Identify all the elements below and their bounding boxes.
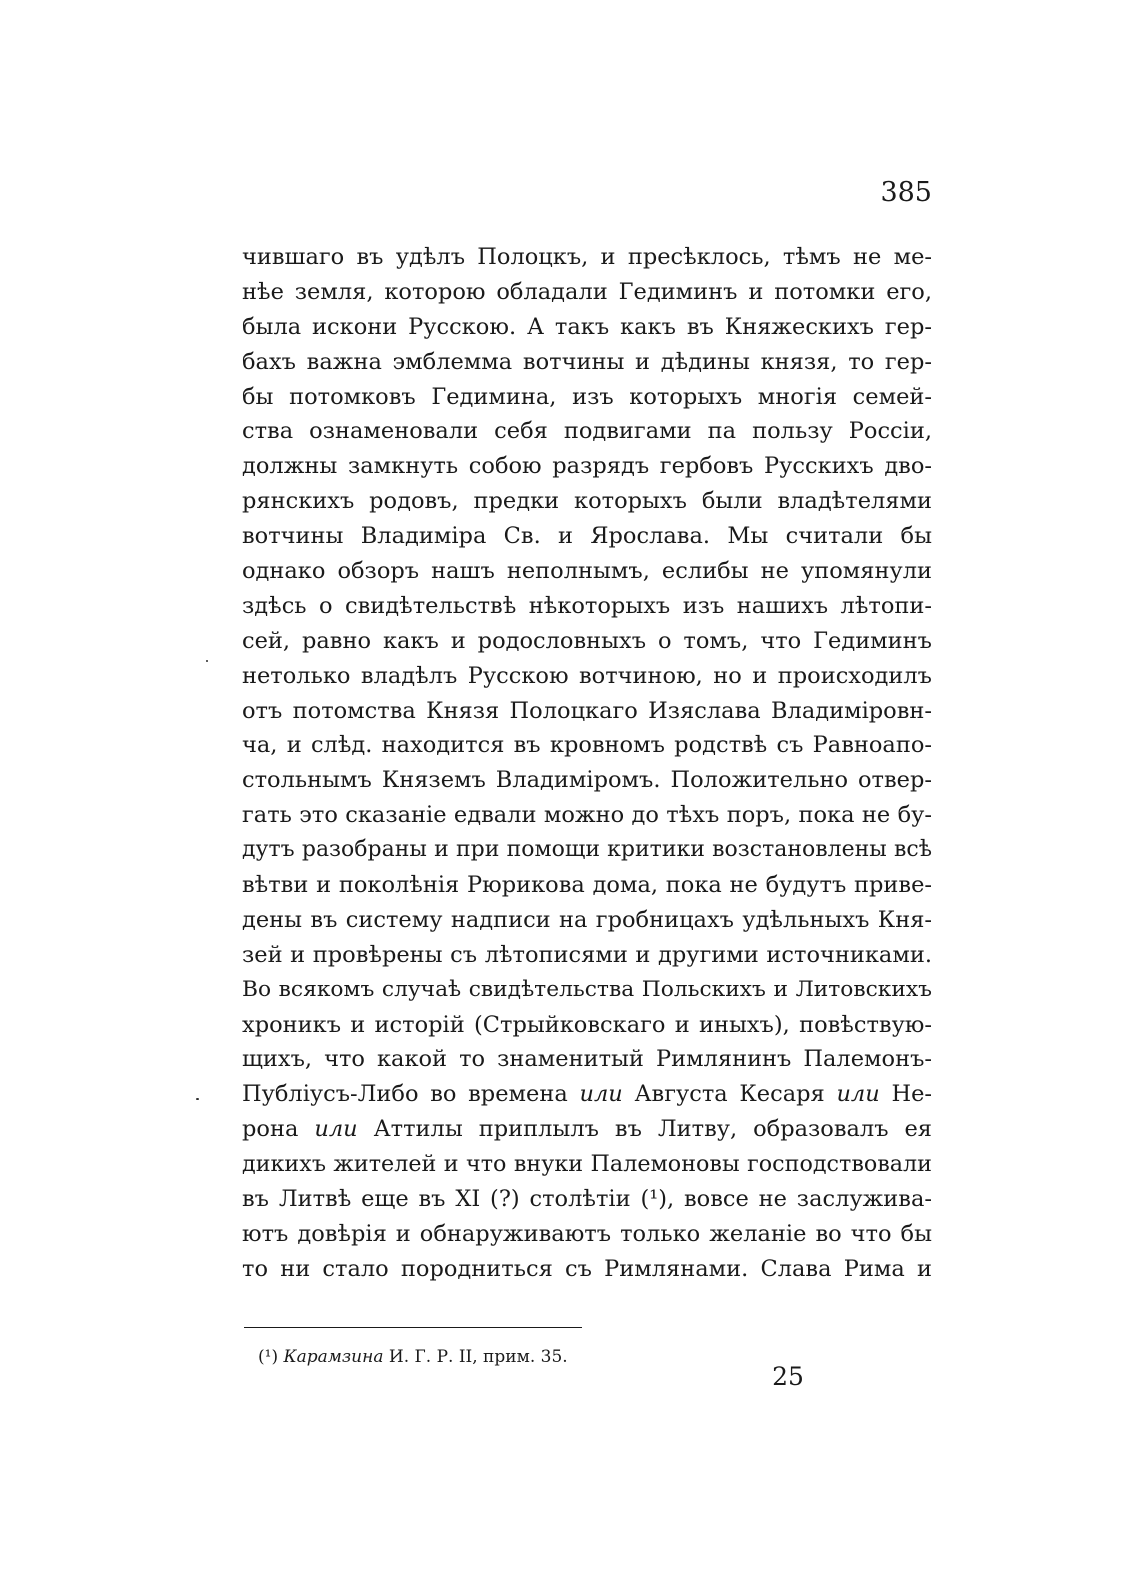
text-segment: дикихъ жителей и что внуки Палемоновы господствовали [242, 1151, 932, 1178]
text-segment: отъ потомства Князя Полоцкаго Изяслава Владиміровн- [242, 697, 932, 724]
italic-word: или [314, 1116, 358, 1143]
text-segment: чившаго въ удѣлъ Полоцкъ, и пресѣклось, тѣмъ не ме- [242, 244, 932, 270]
text-segment: рона [242, 1116, 315, 1143]
text-segment: въ Литвѣ еще въ XI (?) столѣтіи (¹), вовсе не заслужива- [242, 1186, 932, 1213]
text-segment: нѣе земля, которою обладали Гедиминъ и потомки его, [242, 278, 932, 305]
text-segment: нетолько владѣлъ Русскою вотчиною, но и происходилъ [242, 662, 932, 689]
text-segment: Во всякомъ случаѣ свидѣтельства Польскихъ и Литовскихъ [242, 976, 932, 1002]
text-line [242, 1077, 932, 1112]
text-segment: Публіусъ-Либо во времена [242, 1081, 580, 1108]
text-line [242, 1008, 932, 1043]
text-segment: рянскихъ родовъ, предки которыхъ были владѣтелями [242, 488, 932, 515]
footnote [258, 1345, 568, 1369]
text-segment: ства ознаменовали себя подвигами па пользу Россіи, [242, 418, 932, 445]
text-line [242, 484, 932, 519]
scan-speck [196, 1098, 199, 1100]
footnote-author: Карамзина [283, 1347, 384, 1367]
text-line [242, 903, 932, 938]
signature-mark: 25 [772, 1362, 804, 1391]
text-segment: дены въ систему надписи на гробницахъ удѣльныхъ Кня- [242, 906, 932, 933]
body-text [242, 240, 932, 1287]
text-segment: бы потомковъ Гедимина, изъ которыхъ многія семей- [242, 383, 932, 410]
text-line [242, 554, 932, 589]
text-segment: гать это сказаніе едвали можно до тѣхъ поръ, пока не бу- [242, 802, 932, 829]
text-line [242, 589, 932, 624]
text-segment: дутъ разобраны и при помощи критики возстановлены всѣ [242, 837, 932, 863]
text-line [242, 449, 932, 484]
text-segment: вѣтви и поколѣнія Рюрикова дома, пока не будутъ приве- [242, 872, 932, 899]
text-line [242, 380, 932, 415]
page-number: 385 [880, 177, 932, 208]
text-segment: должны замкнуть собою разрядъ гербовъ Русскихъ дво- [242, 453, 932, 480]
text-segment: щихъ, что какой то знаменитый Римлянинъ Палемонъ- [242, 1046, 932, 1073]
text-line [242, 659, 932, 694]
text-segment: однако обзоръ нашъ неполнымъ, еслибы не упомянули [242, 558, 932, 585]
scan-speck [206, 660, 208, 662]
text-line [242, 1147, 932, 1182]
text-segment: хроникъ и исторій (Стрыйковскаго и иныхъ), повѣствую- [242, 1011, 932, 1038]
text-segment: то ни стало породниться съ Римлянами. Слава Рима и [242, 1255, 932, 1282]
text-segment: Аттилы приплылъ въ Литву, образовалъ ея [357, 1116, 932, 1143]
text-line [242, 833, 932, 868]
footnote-rule [244, 1327, 582, 1328]
text-segment: вотчины Владиміра Св. и Ярослава. Мы считали бы [242, 523, 932, 550]
text-line [242, 798, 932, 833]
text-line [242, 868, 932, 903]
text-line [242, 694, 932, 729]
text-line [242, 345, 932, 380]
italic-word: или [836, 1081, 880, 1108]
footnote-reference: И. Г. Р. II, прим. 35. [388, 1347, 568, 1367]
text-line [242, 1182, 932, 1217]
italic-word: или [579, 1081, 623, 1108]
text-segment: ютъ довѣрія и обнаруживаютъ только желаніе во что бы [242, 1220, 932, 1247]
text-segment: стольнымъ Княземъ Владиміромъ. Положительно отвер- [242, 767, 932, 794]
text-line [242, 728, 932, 763]
text-line [242, 310, 932, 345]
text-segment: ча, и слѣд. находится въ кровномъ родствѣ съ Равноапо- [242, 732, 932, 759]
text-line [242, 763, 932, 798]
text-line [242, 624, 932, 659]
footnote-marker: (¹) [258, 1347, 279, 1367]
text-segment: Не- [879, 1081, 932, 1108]
text-line [242, 1042, 932, 1077]
text-segment: здѣсь о свидѣтельствѣ нѣкоторыхъ изъ нашихъ лѣтопи- [242, 592, 932, 619]
text-line [242, 1217, 932, 1252]
text-line [242, 519, 932, 554]
text-segment: сей, равно какъ и родословныхъ о томъ, что Гедиминъ [242, 627, 932, 654]
text-segment: бахъ важна эмблемма вотчины и дѣдины князя, то гер- [242, 348, 932, 375]
text-segment: Августа Кесаря [622, 1081, 837, 1108]
text-line [242, 1252, 932, 1287]
text-line [242, 1112, 932, 1147]
text-line [242, 414, 932, 449]
text-line [242, 275, 932, 310]
text-line [242, 973, 932, 1008]
text-line [242, 240, 932, 275]
text-segment: зей и провѣрены съ лѣтописями и другими источниками. [242, 941, 932, 968]
text-segment: была искони Русскою. А такъ какъ въ Княжескихъ гер- [242, 313, 932, 340]
text-line [242, 938, 932, 973]
